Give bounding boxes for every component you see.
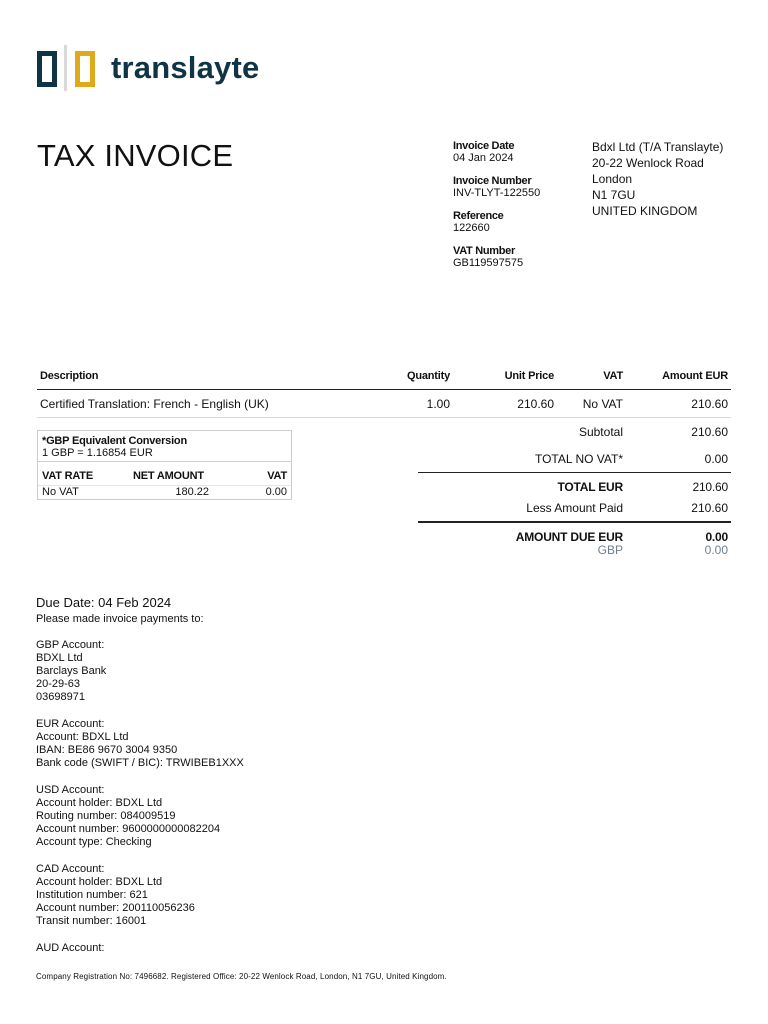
address-line: 20-22 Wenlock Road bbox=[592, 156, 704, 170]
account-line: 03698971 bbox=[36, 691, 85, 703]
cell-amount: 210.60 bbox=[691, 397, 728, 411]
invoice-meta bbox=[453, 140, 583, 280]
total-eur-value: 210.60 bbox=[692, 480, 728, 494]
brand-logo bbox=[37, 45, 259, 91]
subtotal-row bbox=[418, 425, 731, 445]
company-footer: Company Registration No: 7496682. Registered Office: 20-22 Wenlock Road, London, N1 7GU, United Kingdom. bbox=[36, 972, 447, 981]
conv-cell-vat: 0.00 bbox=[265, 486, 287, 498]
amount-paid-row bbox=[418, 501, 731, 521]
subtotal-value: 210.60 bbox=[691, 425, 728, 439]
cad-account bbox=[36, 863, 195, 928]
account-title: CAD Account: bbox=[36, 863, 105, 875]
total-novat-row bbox=[418, 452, 731, 472]
gbp-account bbox=[36, 639, 106, 704]
total-novat-value: 0.00 bbox=[704, 452, 728, 466]
divider bbox=[418, 472, 731, 473]
account-line: BDXL Ltd bbox=[36, 652, 83, 664]
subtotal-label: Subtotal bbox=[578, 425, 623, 439]
meta-value: 04 Jan 2024 bbox=[453, 152, 514, 164]
page-title: TAX INVOICE bbox=[37, 138, 234, 173]
account-line: Account type: Checking bbox=[36, 836, 152, 848]
meta-invoice-number bbox=[453, 175, 583, 199]
total-novat-label: TOTAL NO VAT* bbox=[534, 452, 623, 466]
conversion-title: *GBP Equivalent Conversion bbox=[42, 435, 187, 447]
table-row bbox=[37, 390, 731, 418]
account-line: Account: BDXL Ltd bbox=[36, 731, 129, 743]
meta-value: INV-TLYT-122550 bbox=[453, 187, 541, 199]
aud-account bbox=[36, 942, 104, 955]
account-line: Transit number: 16001 bbox=[36, 915, 147, 927]
conv-col-vat: VAT bbox=[267, 470, 287, 482]
account-line: IBAN: BE86 9670 3004 9350 bbox=[36, 744, 178, 756]
usd-account bbox=[36, 784, 220, 849]
total-eur-label: TOTAL EUR bbox=[557, 480, 623, 494]
cell-unit-price: 210.60 bbox=[517, 397, 554, 411]
col-vat: VAT bbox=[603, 370, 623, 382]
account-line: Account number: 200110056236 bbox=[36, 902, 195, 914]
address-line: N1 7GU bbox=[592, 188, 636, 202]
address-line: London bbox=[592, 172, 633, 186]
amount-due-value: 0.00 bbox=[705, 530, 728, 544]
address-line: Bdxl Ltd (T/A Translayte) bbox=[592, 140, 724, 154]
payment-note: Please made invoice payments to: bbox=[36, 613, 204, 625]
meta-invoice-date bbox=[453, 140, 583, 164]
account-title: USD Account: bbox=[36, 784, 105, 796]
amount-paid-label: Less Amount Paid bbox=[526, 501, 623, 515]
col-description: Description bbox=[40, 370, 99, 382]
amount-paid-value: 210.60 bbox=[691, 501, 728, 515]
divider bbox=[38, 461, 291, 462]
meta-label: VAT Number bbox=[453, 245, 515, 257]
account-line: Routing number: 084009519 bbox=[36, 810, 176, 822]
address-line: UNITED KINGDOM bbox=[592, 204, 698, 218]
meta-label: Invoice Number bbox=[453, 175, 532, 187]
divider bbox=[418, 521, 731, 523]
account-line: Account holder: BDXL Ltd bbox=[36, 797, 163, 809]
gbp-conversion-box bbox=[37, 430, 292, 500]
brand-name: translayte bbox=[111, 50, 260, 85]
due-date: Due Date: 04 Feb 2024 bbox=[36, 595, 172, 610]
col-quantity: Quantity bbox=[406, 370, 450, 382]
cell-vat: No VAT bbox=[582, 397, 623, 411]
total-eur-row bbox=[418, 480, 731, 500]
meta-label: Reference bbox=[453, 210, 504, 222]
account-line: Institution number: 621 bbox=[36, 889, 148, 901]
cell-description: Certified Translation: French - English (UK) bbox=[40, 397, 269, 411]
account-line: Account holder: BDXL Ltd bbox=[36, 876, 163, 888]
account-title: EUR Account: bbox=[36, 718, 105, 730]
meta-value: GB119597575 bbox=[453, 257, 524, 269]
gbp-due-row bbox=[418, 543, 731, 563]
seller-address bbox=[592, 139, 723, 219]
account-line: Bank code (SWIFT / BIC): TRWIBEB1XXX bbox=[36, 757, 244, 769]
meta-reference bbox=[453, 210, 583, 234]
conv-col-net-amount: NET AMOUNT bbox=[133, 470, 204, 482]
conv-cell-net-amount: 180.22 bbox=[175, 486, 209, 498]
amount-due-label: AMOUNT DUE EUR bbox=[515, 530, 623, 544]
account-line: Barclays Bank bbox=[36, 665, 107, 677]
col-amount: Amount EUR bbox=[662, 370, 728, 382]
line-items-table bbox=[37, 366, 731, 418]
conv-cell-vat-rate: No VAT bbox=[42, 486, 79, 498]
account-line: 20-29-63 bbox=[36, 678, 81, 690]
gbp-value: 0.00 bbox=[704, 543, 728, 557]
account-title: GBP Account: bbox=[36, 639, 105, 651]
cell-quantity: 1.00 bbox=[426, 397, 450, 411]
account-title: AUD Account: bbox=[36, 942, 105, 954]
meta-value: 122660 bbox=[453, 222, 490, 234]
account-line: Account number: 9600000000082204 bbox=[36, 823, 221, 835]
bracket-logo-icon bbox=[37, 45, 97, 91]
meta-label: Invoice Date bbox=[453, 140, 515, 152]
meta-vat-number bbox=[453, 245, 583, 269]
conv-col-vat-rate: VAT RATE bbox=[42, 470, 93, 482]
eur-account bbox=[36, 718, 244, 770]
col-unit-price: Unit Price bbox=[504, 370, 554, 382]
conversion-rate: 1 GBP = 1.16854 EUR bbox=[42, 447, 153, 459]
gbp-label: GBP bbox=[597, 543, 623, 557]
table-header bbox=[37, 366, 731, 390]
